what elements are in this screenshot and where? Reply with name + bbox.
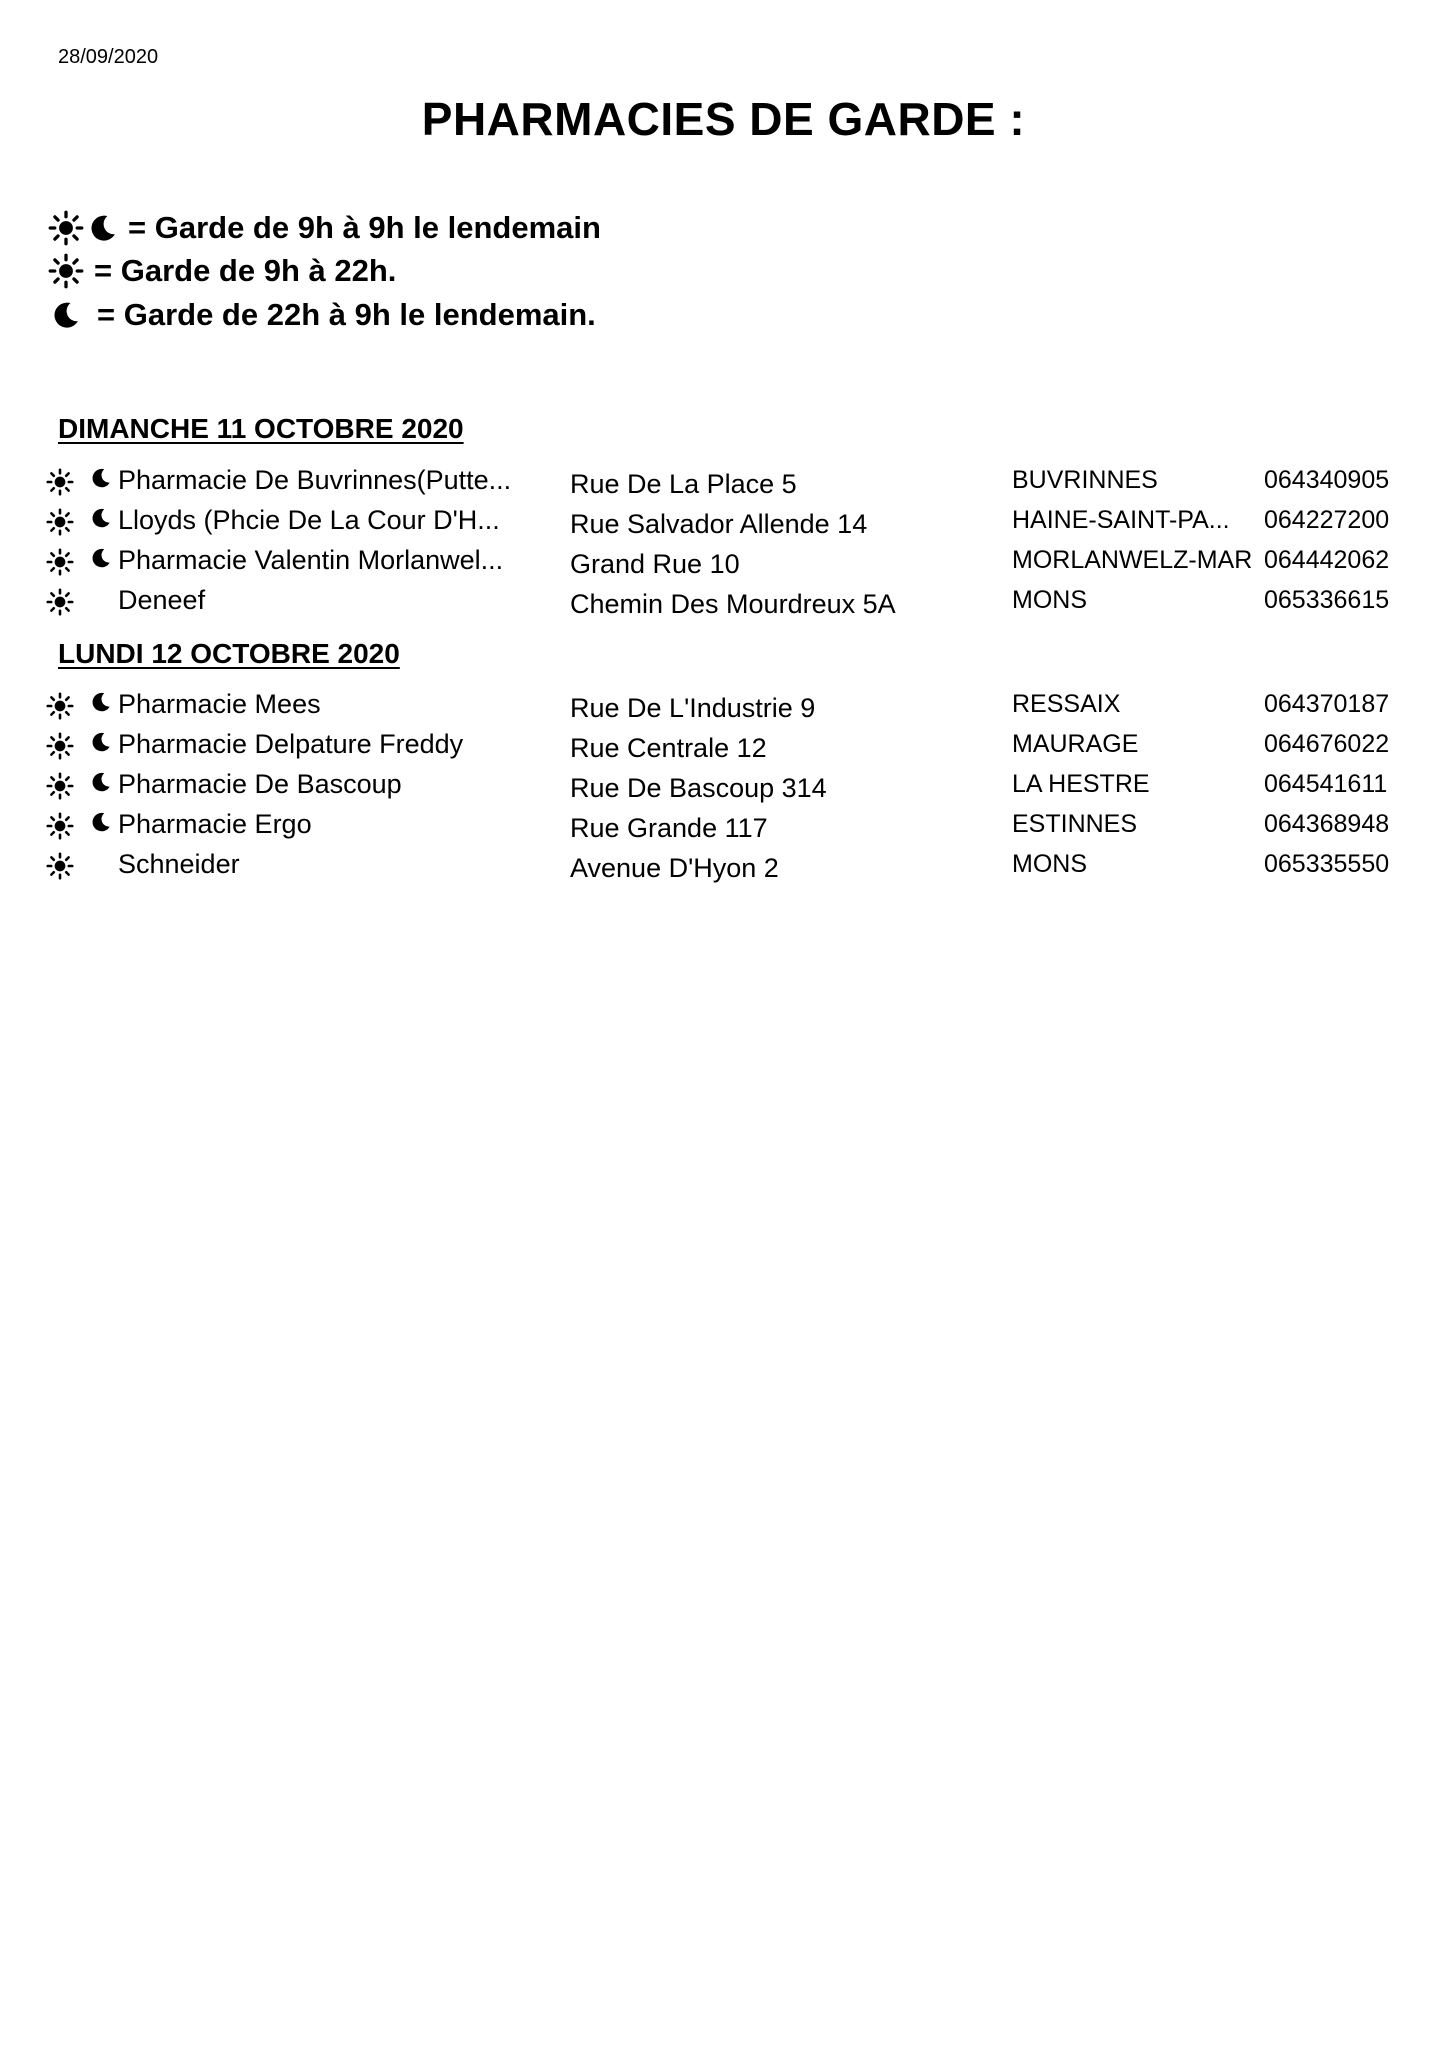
pharmacy-city: MONS — [1012, 586, 1087, 614]
pharmacy-phone: 064442062 — [1264, 546, 1390, 574]
page-title: PHARMACIES DE GARDE : — [421, 93, 1026, 145]
sun-icon — [46, 732, 74, 760]
legend-line-day — [48, 251, 396, 291]
table-row — [46, 460, 1426, 500]
moon-icon — [90, 770, 112, 794]
pharmacy-city: MORLANWELZ-MAR — [1012, 546, 1253, 574]
pharmacy-address: Grand Rue 10 — [570, 549, 740, 579]
sun-icon — [46, 468, 74, 496]
moon-icon — [51, 300, 81, 330]
moon-icon — [90, 810, 112, 834]
pharmacy-address: Chemin Des Mourdreux 5A — [570, 589, 896, 619]
table-row — [46, 540, 1426, 580]
pharmacy-phone: 064541611 — [1264, 770, 1388, 798]
pharmacy-phone: 064368948 — [1264, 810, 1390, 838]
pharmacy-phone: 065335550 — [1264, 850, 1390, 878]
pharmacy-city: LA HESTRE — [1012, 770, 1150, 798]
table-row — [46, 764, 1426, 804]
legend-text: = Garde de 22h à 9h le lendemain. — [97, 297, 596, 332]
pharmacy-name: Pharmacie Mees — [118, 689, 321, 719]
pharmacy-name: Deneef — [118, 585, 206, 615]
legend-text: = Garde de 9h à 22h. — [94, 253, 397, 288]
sun-icon — [46, 692, 74, 720]
document-date: 28/09/2020 — [58, 46, 159, 68]
pharmacy-phone: 064676022 — [1264, 730, 1390, 758]
table-row — [46, 724, 1426, 764]
pharmacy-name: Pharmacie Ergo — [118, 809, 312, 839]
pharmacy-city: BUVRINNES — [1012, 466, 1158, 494]
sun-icon — [46, 508, 74, 536]
pharmacy-address: Rue Centrale 12 — [570, 733, 767, 763]
pharmacy-address: Rue Grande 117 — [570, 813, 768, 843]
sun-icon — [46, 772, 74, 800]
pharmacy-city: MONS — [1012, 850, 1087, 878]
pharmacy-city: MAURAGE — [1012, 730, 1139, 758]
pharmacy-address: Rue De L'Industrie 9 — [570, 693, 816, 723]
pharmacy-address: Rue De Bascoup 314 — [570, 773, 827, 803]
pharmacy-phone: 065336615 — [1264, 586, 1390, 614]
moon-icon — [90, 466, 112, 490]
sun-icon — [46, 852, 74, 880]
legend-line-full — [48, 208, 601, 248]
pharmacy-name: Pharmacie De Bascoup — [118, 769, 402, 799]
sun-icon — [48, 253, 84, 289]
table-row — [46, 580, 1426, 620]
moon-icon — [90, 546, 112, 570]
sun-icon — [48, 210, 84, 246]
pharmacy-city: RESSAIX — [1012, 690, 1121, 718]
sun-icon — [46, 548, 74, 576]
table-row — [46, 684, 1426, 724]
day-heading: LUNDI 12 OCTOBRE 2020 — [58, 638, 400, 669]
pharmacy-name: Schneider — [118, 849, 240, 879]
sun-icon — [46, 588, 74, 616]
moon-icon — [90, 506, 112, 530]
pharmacy-phone: 064227200 — [1264, 506, 1390, 534]
sun-icon — [46, 812, 74, 840]
day-heading: DIMANCHE 11 OCTOBRE 2020 — [58, 413, 464, 444]
pharmacy-name: Pharmacie Valentin Morlanwel... — [118, 545, 504, 575]
legend-text: = Garde de 9h à 9h le lendemain — [128, 210, 601, 245]
table-row — [46, 804, 1426, 844]
table-row — [46, 844, 1426, 884]
pharmacy-name: Pharmacie Delpature Freddy — [118, 729, 464, 759]
pharmacy-phone: 064340905 — [1264, 466, 1390, 494]
pharmacy-city: ESTINNES — [1012, 810, 1138, 838]
pharmacy-city: HAINE-SAINT-PA... — [1012, 506, 1230, 534]
moon-icon — [90, 730, 112, 754]
pharmacy-name: Pharmacie De Buvrinnes(Putte... — [118, 465, 512, 495]
pharmacy-address: Avenue D'Hyon 2 — [570, 853, 779, 883]
moon-icon — [88, 213, 118, 243]
table-row — [46, 500, 1426, 540]
pharmacy-phone: 064370187 — [1264, 690, 1390, 718]
moon-icon — [90, 690, 112, 714]
pharmacy-name: Lloyds (Phcie De La Cour D'H... — [118, 505, 500, 535]
legend-line-night — [48, 295, 596, 335]
pharmacy-address: Rue Salvador Allende 14 — [570, 509, 868, 539]
pharmacy-address: Rue De La Place 5 — [570, 469, 797, 499]
